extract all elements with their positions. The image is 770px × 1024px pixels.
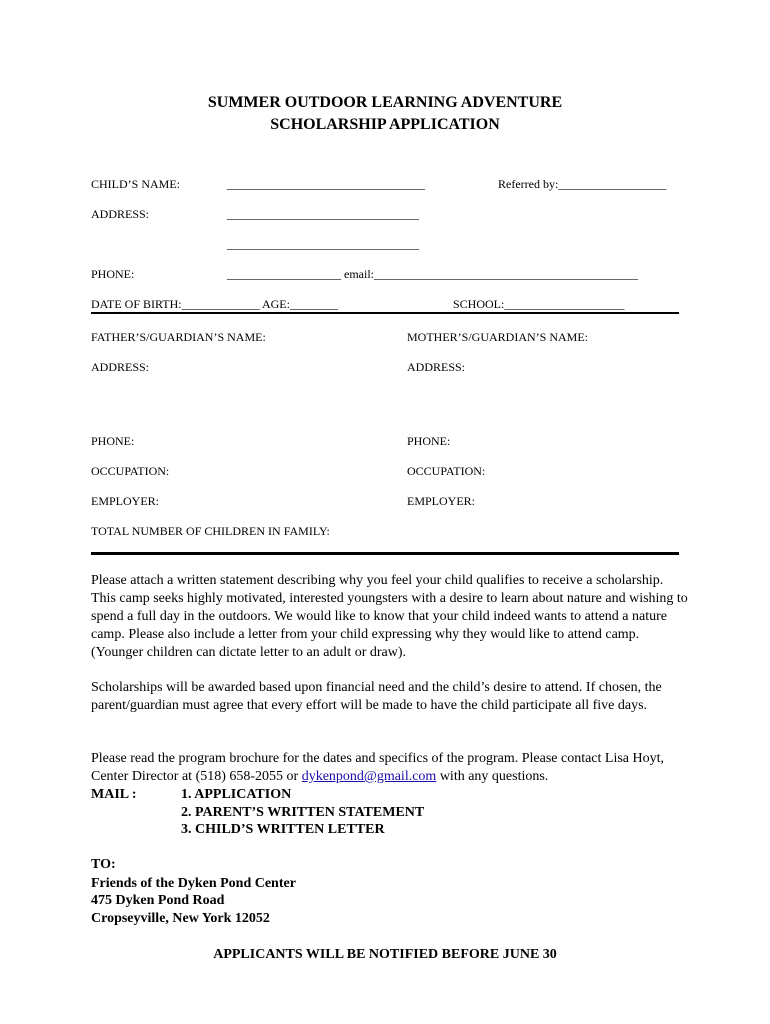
mother-employer-label: EMPLOYER: <box>407 494 476 508</box>
address-line: Friends of the Dyken Pond Center <box>91 876 296 891</box>
mother-occupation-label: OCCUPATION: <box>407 464 486 478</box>
school-field <box>453 297 624 312</box>
contact-text-end: with any questions. <box>436 769 549 784</box>
mail-item: 3. CHILD’S WRITTEN LETTER <box>181 822 385 837</box>
father-name-label: FATHER’S/GUARDIAN’S NAME: <box>91 330 266 344</box>
mail-item: 2. PARENT’S WRITTEN STATEMENT <box>181 805 425 820</box>
child-name-label: CHILD’S NAME: <box>91 177 180 191</box>
referred-by-blank[interactable]: __________________ <box>558 177 667 191</box>
school-label: SCHOOL: <box>453 297 505 311</box>
mail-label: MAIL : <box>91 787 137 802</box>
instructions-paragraph-1: Please attach a written statement describing why you feel your child qualifies to receive a scholarship. This camp seeks highly motivated, interested youngsters with a desire to learn about nature and wishing to spend a full day in the outdoors. We would like to know that your child indeed wants to attend a nature camp. Please also include a letter from your child expressing why they would like to attend camp. (Younger children can dictate letter to an adult or draw). <box>91 573 688 660</box>
age-label: AGE: <box>261 297 290 311</box>
father-phone-label: PHONE: <box>91 434 135 448</box>
dob-age-row <box>91 297 338 312</box>
dob-blank[interactable]: _____________ <box>181 297 260 311</box>
child-phone-email-row <box>227 267 638 282</box>
instructions-paragraph-2: Scholarships will be awarded based upon financial need and the child’s desire to attend. If chosen, the parent/guardian must agree that every effort will be made to have the child participate all five days. <box>91 680 662 713</box>
mother-address-label: ADDRESS: <box>407 360 466 374</box>
child-email-label: email: <box>344 267 374 281</box>
child-phone-label: PHONE: <box>91 267 135 281</box>
address-line: Cropseyville, New York 12052 <box>91 911 270 926</box>
child-email-blank[interactable]: ____________________________________________ <box>374 267 638 281</box>
form-title-line2: SCHOLARSHIP APPLICATION <box>270 116 500 133</box>
to-label: TO: <box>91 857 116 872</box>
child-phone-blank[interactable]: ___________________ <box>227 267 341 281</box>
contact-text: Please read the program brochure for the dates and specifics of the program. Please contact Lisa Hoyt, Center Director at (518) 658-2055 or <box>91 751 665 784</box>
section-divider-top <box>91 312 679 314</box>
referred-by-field[interactable] <box>498 177 666 192</box>
notification-notice: APPLICANTS WILL BE NOTIFIED BEFORE JUNE 30 <box>213 947 557 962</box>
child-address-label: ADDRESS: <box>91 207 150 221</box>
mother-name-label: MOTHER’S/GUARDIAN’S NAME: <box>407 330 589 344</box>
contact-email-link[interactable]: dykenpond@gmail.com <box>301 769 437 784</box>
address-line: 475 Dyken Pond Road <box>91 893 225 908</box>
father-address-label: ADDRESS: <box>91 360 150 374</box>
child-address-blank-2[interactable]: ________________________________ <box>227 237 419 251</box>
child-name-blank[interactable]: _________________________________ <box>227 177 425 191</box>
age-blank[interactable]: ________ <box>289 297 338 311</box>
section-divider-bottom <box>91 552 679 555</box>
instructions-paragraph-3 <box>91 750 691 786</box>
mail-item: 1. APPLICATION <box>181 787 292 802</box>
child-address-blank-1[interactable]: ________________________________ <box>227 207 419 221</box>
form-title-line1: SUMMER OUTDOOR LEARNING ADVENTURE <box>207 94 563 111</box>
total-children-label: TOTAL NUMBER OF CHILDREN IN FAMILY: <box>91 524 330 538</box>
referred-by-label: Referred by: <box>498 177 559 191</box>
mother-phone-label: PHONE: <box>407 434 451 448</box>
father-employer-label: EMPLOYER: <box>91 494 160 508</box>
school-blank[interactable]: ____________________ <box>504 297 625 311</box>
father-occupation-label: OCCUPATION: <box>91 464 170 478</box>
dob-label: DATE OF BIRTH: <box>91 297 182 311</box>
